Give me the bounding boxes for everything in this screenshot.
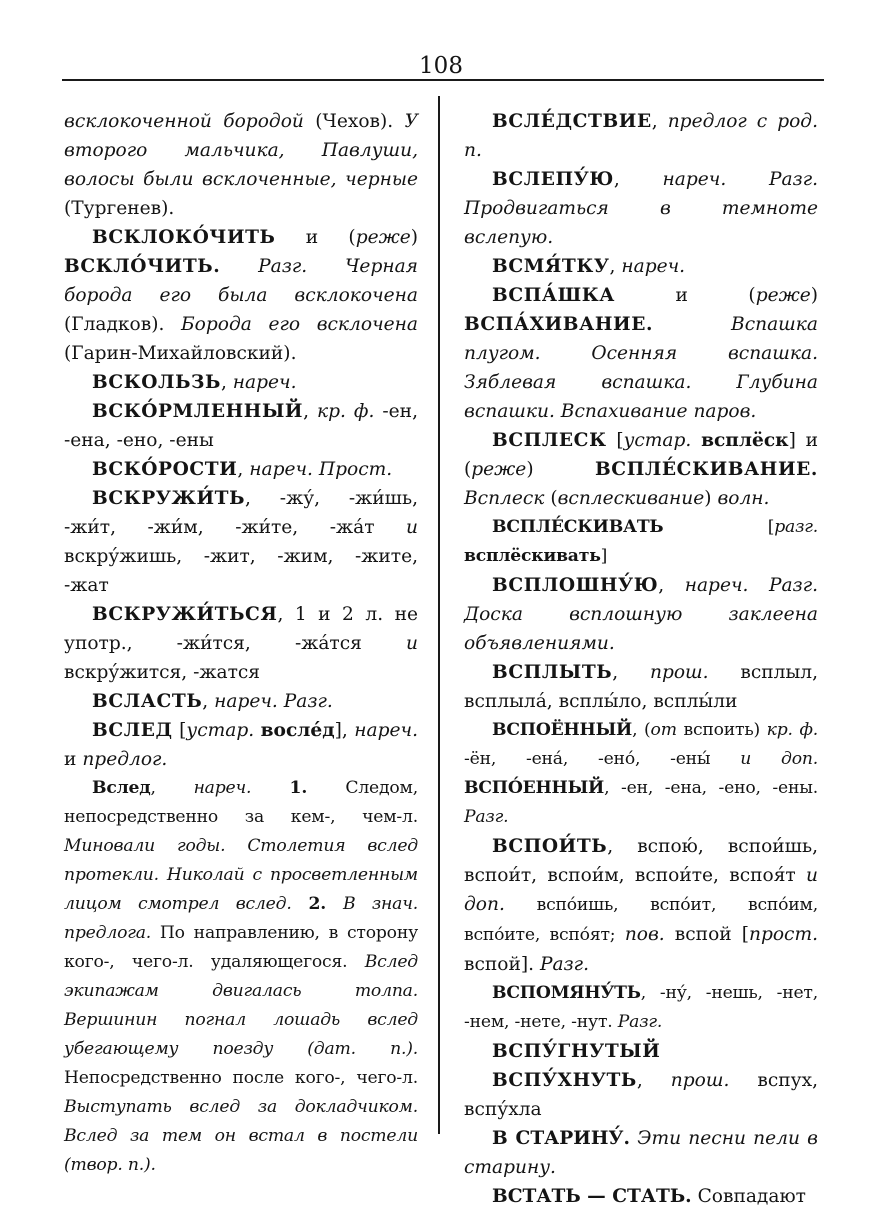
label: разг. (774, 517, 818, 537)
headword: ВСПЛЕ́СКИВАТЬ (492, 517, 664, 537)
headword: ВСКЛО́ЧИТЬ. (64, 256, 221, 277)
label: нареч. (193, 778, 252, 798)
text (653, 314, 731, 335)
sense-number: 1. (251, 778, 346, 798)
headword: ВСПОЁННЫЙ (492, 720, 633, 740)
headword: ВСПЛОШНУ́Ю (492, 575, 659, 596)
text: , (613, 169, 663, 190)
label: реже (355, 227, 411, 248)
entry-vspleskivat (464, 513, 818, 571)
entry-vskormlenny (64, 397, 418, 455)
headword: ВСЛЕ́ДСТВИЕ (492, 111, 652, 132)
entry-vspomyanut (464, 979, 818, 1037)
forms: вспой [ (664, 924, 749, 945)
label: от (650, 720, 677, 740)
text: ) (410, 227, 418, 248)
text: , (636, 1070, 671, 1091)
headword: ВСЛЕД (92, 720, 173, 741)
entry-vstarinu (464, 1124, 818, 1182)
label: и (406, 517, 418, 538)
variant: вослéд (260, 720, 335, 741)
entry-vslast (64, 687, 418, 716)
entry-vskruzhit (64, 484, 418, 600)
text: и ( (615, 285, 756, 306)
quote-text: всклокоченной бородой (64, 111, 304, 132)
forms: , вспою́, вспои́шь, вспои́т, вспои́м, вспои́те, вспоя́т (464, 836, 818, 886)
headword: ВСПА́ШКА (492, 285, 616, 306)
headword: ВСКРУЖИ́ТЬСЯ (92, 604, 278, 625)
text (691, 430, 701, 451)
forms: вспой]. (464, 954, 540, 975)
text: , ( (632, 720, 651, 740)
text: [ (606, 430, 624, 451)
forms: всплыл, всплыла́, всплы́ло, всплы́ли (464, 662, 818, 712)
top-rule (62, 79, 824, 81)
variant: всплёскивать (464, 546, 601, 566)
source: (Гладков). (64, 314, 181, 335)
headword: ВСЛАСТЬ (92, 691, 203, 712)
label: В знач. предлога. (64, 894, 418, 943)
forms: , -ну́, -нешь, -нет, -нем, -нете, -нут. (464, 983, 818, 1032)
label: нареч. Разг. (214, 691, 333, 712)
text: , (612, 662, 650, 683)
entry-vsplyt (464, 658, 818, 716)
example: Эти песни пели в старину. (464, 1128, 819, 1178)
label: нареч. (621, 256, 686, 277)
forms: вспух, вспу́хла (464, 1070, 818, 1120)
headword: ВСКО́РОСТИ (92, 459, 238, 480)
definition: Непосредственно после кого-, чего-л. (64, 1068, 418, 1088)
headword: ВСПУ́ГНУТЫЙ (492, 1041, 661, 1062)
definition: Следом, непосредственно за кем-, чем-л. (64, 778, 418, 827)
headword: ВСПОИ́ТЬ (492, 836, 608, 857)
label: и (406, 633, 418, 654)
entry-vsploshnuyu (464, 571, 818, 658)
label: прош. (670, 1070, 730, 1091)
label: Разг. (539, 954, 589, 975)
label: прош. (649, 662, 709, 683)
text: [ (663, 517, 775, 537)
text: , (237, 459, 250, 480)
label: нареч. Прост. (249, 459, 393, 480)
forms: , 1 и 2 л. не употр., -жи́тся, -жа́тся (64, 604, 418, 654)
label: и доп. (740, 749, 819, 769)
headword: ВСКРУЖИ́ТЬ (92, 488, 246, 509)
label: кр. ф. (316, 401, 375, 422)
example: волн. (717, 488, 770, 509)
page-number: 108 (419, 53, 463, 79)
headword: ВСЛЕПУ́Ю (492, 169, 614, 190)
forms: -ен, -ена, -ено, -ены (64, 401, 418, 451)
label: прост. (748, 924, 819, 945)
example: всплескивание (557, 488, 705, 509)
text: ] и ( (464, 430, 818, 480)
headword: ВСПО́ЕННЫЙ (464, 778, 605, 798)
text: , (658, 575, 685, 596)
label: устар. (186, 720, 255, 741)
text: ) (526, 459, 595, 480)
headword: ВСКО́РМЛЕННЫЙ (92, 401, 304, 422)
quote-text: волосы были всклоченные, (64, 169, 337, 190)
quote-text: черные (345, 169, 418, 190)
text: вспоить) (676, 720, 767, 740)
text: , (609, 256, 622, 277)
text (220, 256, 258, 277)
entry-vspashka (464, 281, 818, 426)
text: ], (334, 720, 355, 741)
entry-vsled-sub (64, 774, 418, 1180)
text: [ (172, 720, 187, 741)
entry-vspoit (464, 832, 818, 979)
headword: ВСТАТЬ — СТАТЬ. (492, 1186, 692, 1207)
headword: ВСПУ́ХНУТЬ (492, 1070, 637, 1091)
text: ( (544, 488, 558, 509)
label: реже (471, 459, 527, 480)
label: кр. ф. (766, 720, 818, 740)
text: ) (810, 285, 818, 306)
entry-vskruzhitsya (64, 600, 418, 687)
entry-vspoenny (464, 716, 818, 832)
example: Выступать вслед за докладчиком. Вслед за тем он встал в постели (твор. п.). (64, 1097, 418, 1175)
label: нареч. (354, 720, 418, 741)
subheadword: Вслед (92, 778, 151, 798)
forms: , -жу́, -жи́шь, -жи́т, -жи́м, -жи́те, -жа́т (64, 488, 418, 538)
label: Разг. (617, 1012, 663, 1032)
continuation-text (64, 107, 418, 223)
text: ) (704, 488, 718, 509)
entry-vspukhnut (464, 1066, 818, 1124)
forms: вспо́ишь, вспо́ит, вспо́им, вспо́ите, вспо́ят; (464, 895, 818, 945)
example: Всплеск (464, 488, 545, 509)
headword: ВСКОЛЬЗЬ (92, 372, 221, 393)
text: , (220, 372, 233, 393)
example: Разг. Черная борода его была всклокочена (64, 256, 418, 306)
entry-vskolz (64, 368, 418, 397)
right-column (464, 107, 818, 1211)
text: Совпадают (691, 1186, 806, 1207)
label: нареч. (232, 372, 297, 393)
sense-number: 2. (291, 894, 344, 914)
column-divider (438, 96, 440, 1134)
headword: В СТАРИНУ́. (492, 1128, 630, 1149)
entry-vsled (64, 716, 418, 774)
quote-text: У второго мальчика, Павлуши, (64, 111, 418, 161)
label: реже (755, 285, 811, 306)
text: , (202, 691, 215, 712)
label: предлог. (82, 749, 168, 770)
text: и (64, 749, 83, 770)
variant: всплёск (701, 430, 789, 451)
example: нареч. Разг. Доска всплошную заклеена объявлениями. (464, 575, 818, 654)
example: нареч. Разг. Продвигаться в темноте вслепую. (464, 169, 819, 248)
definition: По направлению, в сторону кого-, чего-л. удаляющегося. (64, 923, 418, 972)
source: (Гарин-Михайловский). (64, 343, 297, 364)
headword: ВСМЯ́ТКУ (492, 256, 610, 277)
quote-source: (Чехов). (303, 111, 394, 132)
headword: ВСПЛЕСК (492, 430, 607, 451)
label: пов. (624, 924, 665, 945)
entry-vskorosti (64, 455, 418, 484)
text: и ( (275, 227, 356, 248)
forms: вскру́жишь, -жит, -жим, -жите, -жат (64, 546, 418, 596)
headword: ВСПА́ХИВАНИЕ. (464, 314, 654, 335)
entry-vsledstvie (464, 107, 818, 165)
forms: , -ен, -ена, -ено, -ены. (604, 778, 818, 798)
entry-vslepuyu (464, 165, 818, 252)
entry-vskolochit (64, 223, 418, 368)
entry-vsplesk (464, 426, 818, 513)
text: , (651, 111, 668, 132)
text: ] (600, 546, 608, 566)
entry-vstat (464, 1182, 818, 1211)
example: Борода его всклочена (181, 314, 418, 335)
left-column (64, 107, 418, 1180)
headword: ВСПЛЫТЬ (492, 662, 613, 683)
label: устар. (623, 430, 692, 451)
label: и доп. (464, 865, 818, 915)
example: Миновали годы. Столетия вслед протекли. Николай с просветленным лицом смотрел вслед. (64, 836, 418, 914)
entry-vsmyatku (464, 252, 818, 281)
entry-vspugnuty (464, 1037, 818, 1066)
forms: -ён, -ена́, -ено́, -ены́ (464, 749, 741, 769)
text: , (150, 778, 194, 798)
headword: ВСКЛОКО́ЧИТЬ (92, 227, 276, 248)
headword: ВСПЛЕ́СКИВАНИЕ. (594, 459, 818, 480)
label: Разг. (464, 807, 509, 827)
headword: ВСПОМЯНУ́ТЬ (492, 983, 641, 1003)
forms: вскру́жится, -жатся (64, 662, 260, 683)
example: Вспашка плугом. Осенняя вспашка. Зяблевая вспашка. Глубина вспашки. Вспахивание паров. (464, 314, 818, 422)
label: предлог с род. п. (464, 111, 818, 161)
example: Вслед экипажам двигалась толпа. Вершинин погнал лошадь вслед убегающему поезду (дат. п.). (64, 952, 418, 1059)
text: , (303, 401, 317, 422)
quote-source: (Тургенев). (64, 198, 175, 219)
